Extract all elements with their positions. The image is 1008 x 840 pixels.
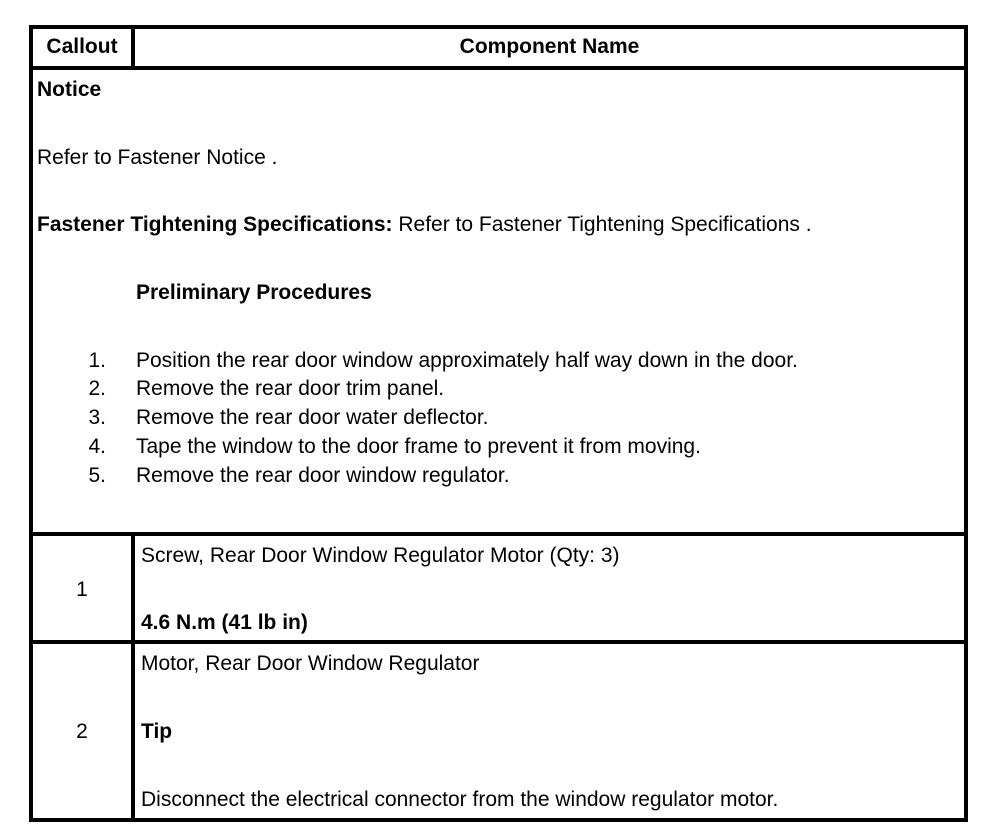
step-text: Remove the rear door water deflector. (136, 406, 489, 429)
step-text: Remove the rear door trim panel. (136, 377, 445, 400)
header-callout: Callout (46, 35, 118, 58)
preliminary-procedures-title: Preliminary Procedures (136, 281, 372, 304)
row-2-tip-title: Tip (141, 720, 173, 743)
step-number: 5. (88, 464, 106, 487)
step-number: 1. (88, 349, 106, 372)
row-1-callout: 1 (76, 578, 88, 601)
notice-text: Refer to Fastener Notice . (37, 146, 278, 169)
fastener-spec-line (37, 213, 812, 237)
fastener-spec-text: Refer to Fastener Tightening Specifications . (392, 213, 812, 236)
row-2-tip-text: Disconnect the electrical connector from the window regulator motor. (141, 788, 779, 811)
step-number: 2. (88, 377, 106, 400)
row-2-callout: 2 (76, 720, 88, 743)
border-top (29, 25, 968, 29)
border-right (964, 25, 968, 822)
row-1-component-name: Screw, Rear Door Window Regulator Motor (Qty: 3) (141, 544, 620, 567)
column-divider-rows (131, 532, 135, 822)
step-number: 3. (88, 406, 106, 429)
step-number: 4. (88, 435, 106, 458)
notice-divider (29, 532, 968, 536)
row-1-torque: 4.6 N.m (41 lb in) (141, 611, 308, 634)
row-2-component-name: Motor, Rear Door Window Regulator (141, 652, 480, 675)
notice-title: Notice (37, 78, 102, 101)
step-text: Remove the rear door window regulator. (136, 464, 510, 487)
border-bottom (29, 818, 968, 822)
header-divider (29, 66, 968, 70)
fastener-spec-label: Fastener Tightening Specifications: (37, 213, 393, 236)
header-component-name: Component Name (459, 35, 640, 58)
border-left (29, 25, 33, 822)
step-text: Tape the window to the door frame to prevent it from moving. (136, 435, 701, 458)
step-text: Position the rear door window approximately half way down in the door. (136, 349, 798, 372)
row-divider (29, 640, 968, 644)
component-table (29, 25, 968, 822)
